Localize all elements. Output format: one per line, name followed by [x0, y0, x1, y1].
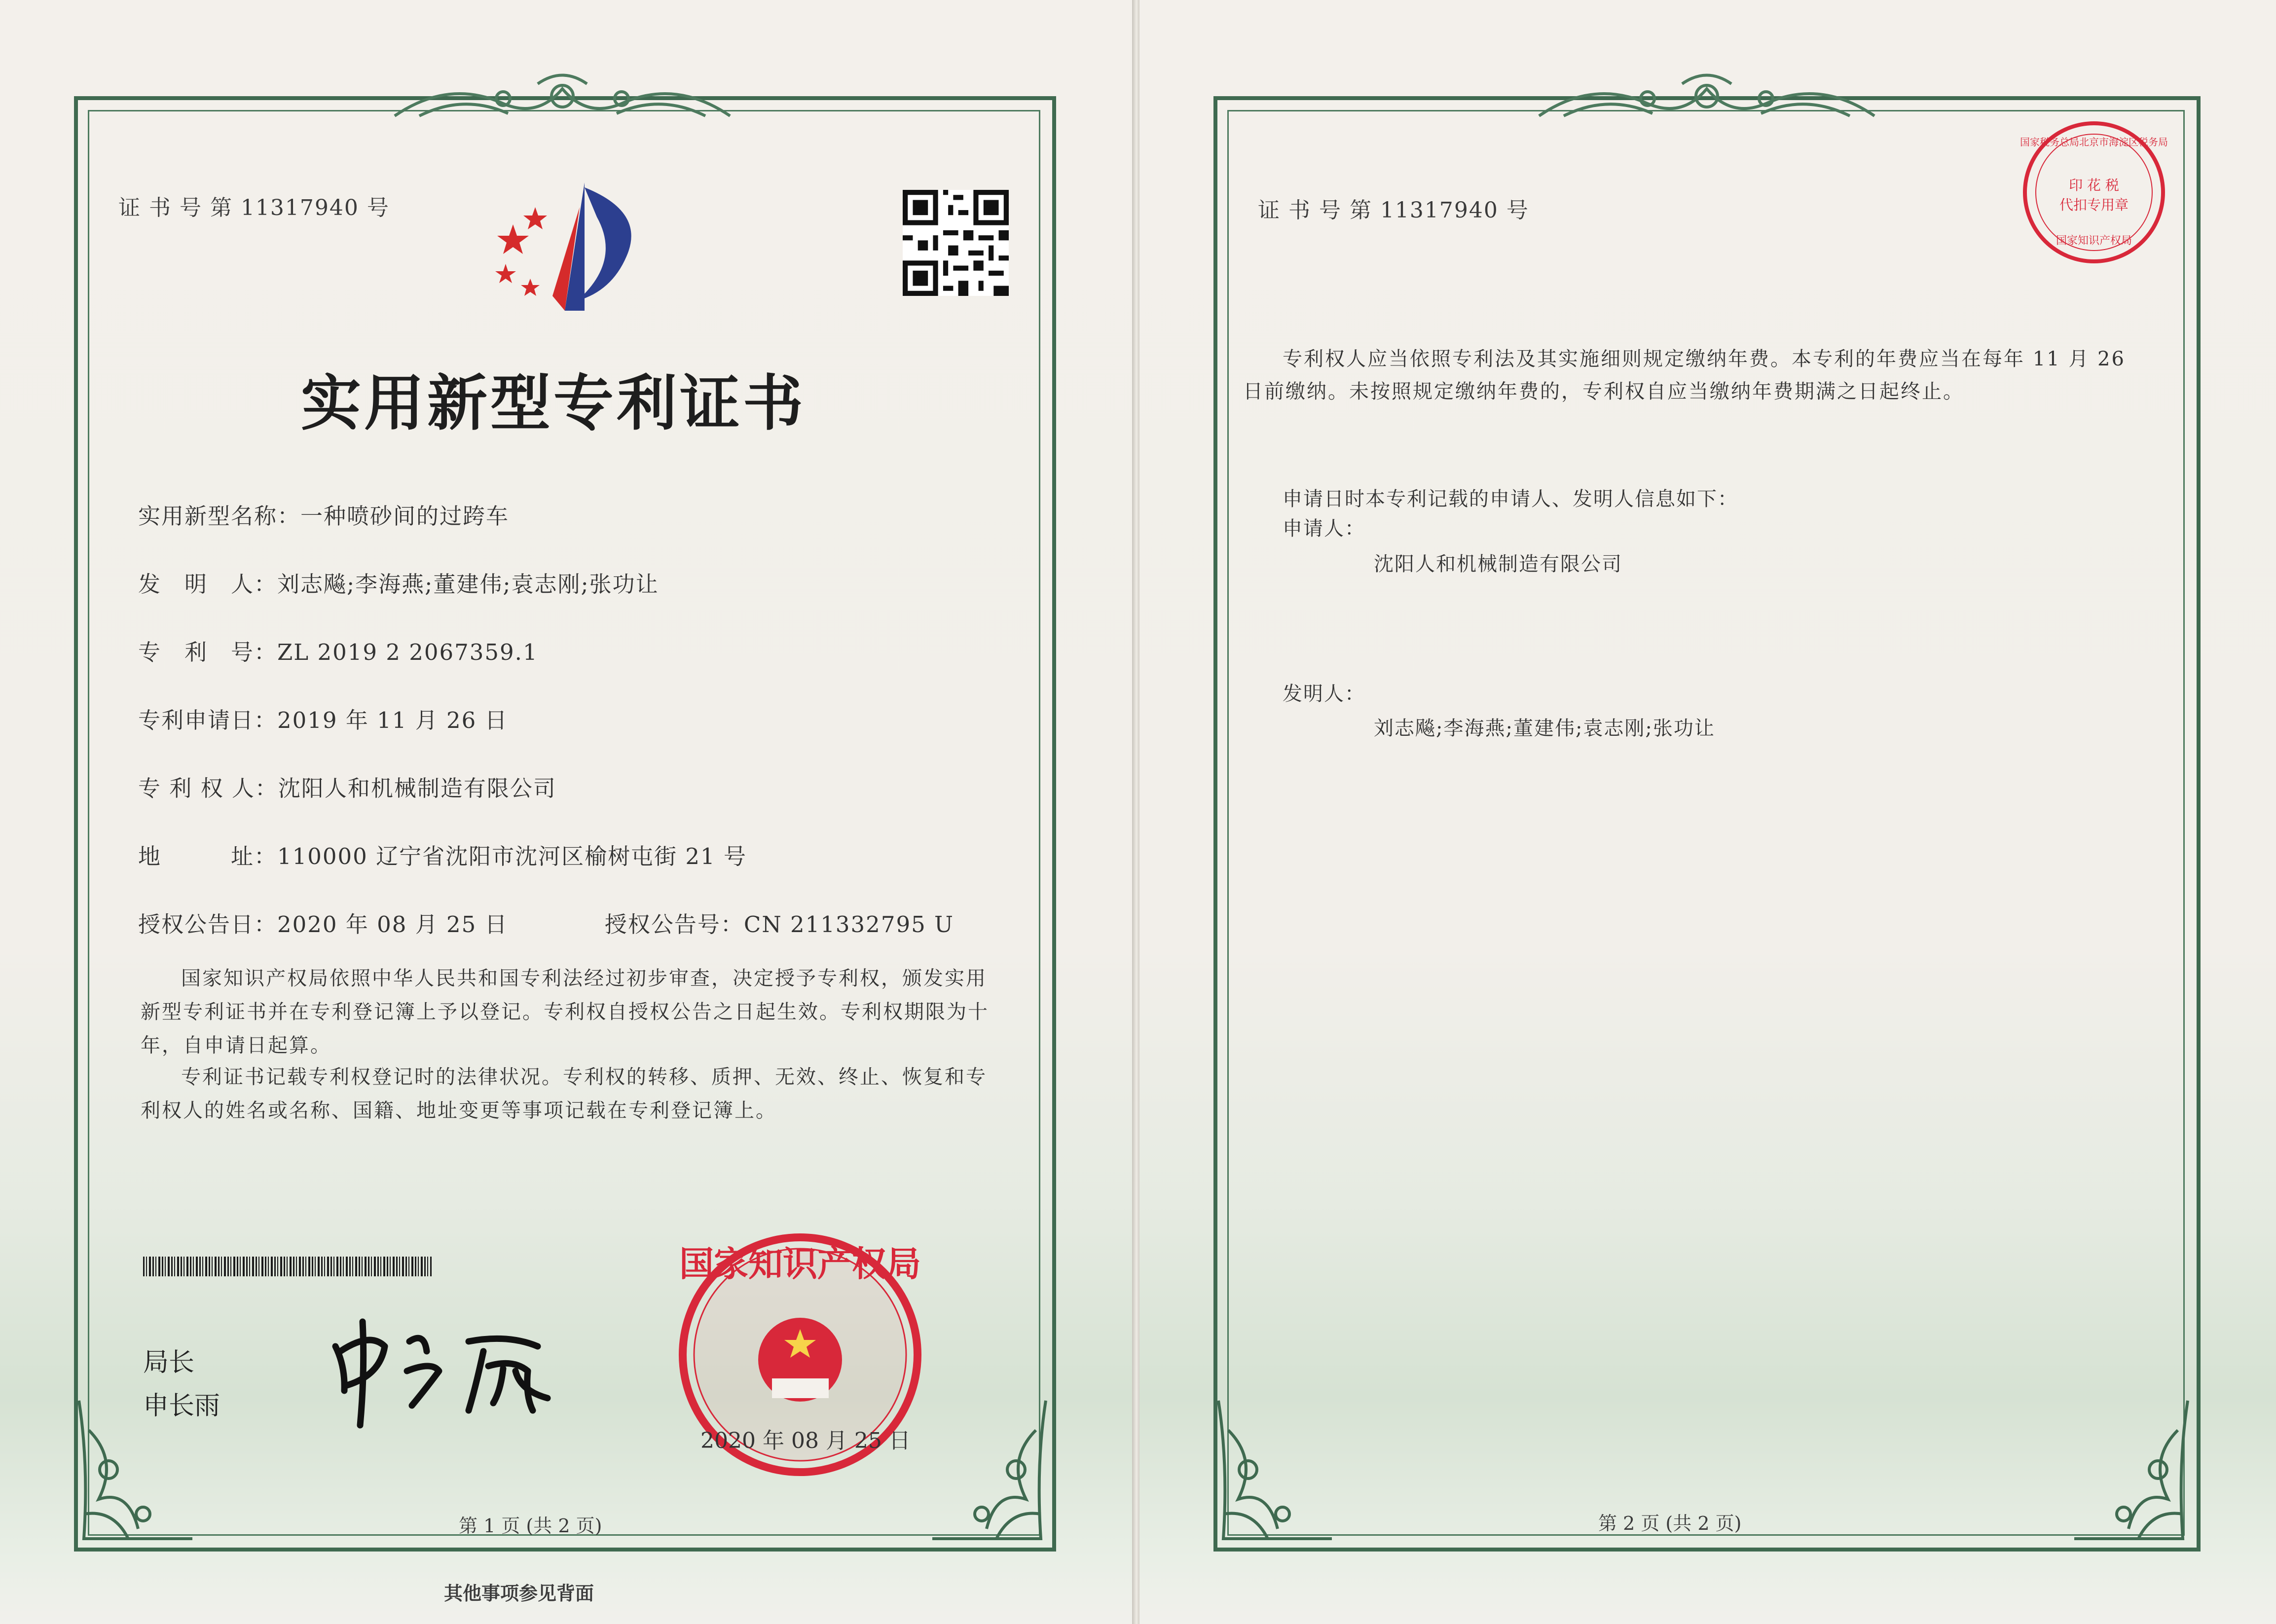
- applicant-value: 沈阳人和机械制造有限公司: [1374, 553, 1622, 576]
- field-value: 110000 辽宁省沈阳市沈河区榆树屯街 21 号: [277, 843, 747, 869]
- paragraph-grant-statement: 国家知识产权局依照中华人民共和国专利法经过初步审查，决定授予专利权，颁发实用新型专利证书并在专利登记簿上予以登记。专利权自授权公告之日起生效。专利权期限为十年，自申请日起算。: [141, 967, 989, 1057]
- ornament-corner-br-icon: [927, 1391, 1056, 1549]
- grant-date-value: 2020 年 08 月 25 日: [277, 911, 508, 938]
- field-row-patent-number: [138, 634, 538, 666]
- ornament-top-icon: [1534, 69, 1879, 128]
- paragraph-annual-fee: 专利权人应当依照专利法及其实施细则规定缴纳年费。本专利的年费应当在每年 11 月 26 日前缴纳。未按照规定缴纳年费的，专利权自应当缴纳年费期满之日起终止。: [1243, 348, 2126, 403]
- inventor-label: 发明人：: [1283, 683, 1365, 705]
- field-row-name: [138, 498, 509, 530]
- field-row-inventors: [138, 566, 659, 598]
- patent-office-logo-icon: [478, 178, 651, 316]
- certificate-page-2: [1139, 0, 2276, 1624]
- page-number: 第 2 页 (共 2 页): [1598, 1513, 1742, 1534]
- field-row-patentee: [138, 770, 556, 802]
- field-label: 实用新型名称：: [138, 503, 301, 529]
- barcode-icon: [143, 1257, 432, 1276]
- field-label: 地 址：: [138, 843, 278, 869]
- bottom-note: 其他事项参见背面: [444, 1582, 594, 1604]
- ornament-corner-br-icon: [2069, 1391, 2198, 1549]
- field-label: 专 利 权 人：: [138, 775, 278, 801]
- director-name: 申长雨: [143, 1391, 220, 1421]
- grant-date-label: 授权公告日：: [138, 911, 278, 938]
- paragraph-legal-status: 专利证书记载专利权登记时的法律状况。专利权的转移、质押、无效、终止、恢复和专利权人的姓名或名称、国籍、地址变更等事项记载在专利登记簿上。: [141, 1066, 987, 1122]
- page-number: 第 1 页 (共 2 页): [459, 1515, 602, 1537]
- seal-date: 2020 年 08 月 25 日: [700, 1428, 911, 1453]
- qr-code-icon: [903, 190, 1009, 296]
- page-fold: [1132, 0, 1139, 1624]
- grant-number-label: 授权公告号：: [604, 911, 744, 938]
- grant-number-value: CN 211332795 U: [743, 911, 954, 938]
- signature-icon: [326, 1312, 582, 1430]
- certificate-number: 证 书 号 第 11317940 号: [1258, 198, 1529, 223]
- border-frame-inner: [1227, 110, 2185, 1536]
- applicant-label: 申请人：: [1283, 517, 1365, 540]
- field-value: 沈阳人和机械制造有限公司: [278, 775, 556, 801]
- director-title: 局长: [143, 1348, 195, 1377]
- field-label: 发 明 人：: [138, 571, 278, 597]
- stamp-arc-bottom: 国家知识产权局: [2056, 235, 2132, 247]
- stamp-duty-seal-icon: [2020, 118, 2168, 266]
- field-value: 刘志飚;李海燕;董建伟;袁志刚;张功让: [277, 571, 659, 597]
- field-label: 专 利 号：: [138, 639, 278, 665]
- field-row-grant: [138, 906, 954, 938]
- stamp-line-2: 代扣专用章: [2059, 197, 2129, 213]
- field-row-application-date: [138, 702, 508, 734]
- field-label: 专利申请日：: [138, 707, 278, 733]
- stamp-arc-top: 国家税务总局北京市海淀区税务局: [2020, 136, 2168, 148]
- certificate-title: 实用新型专利证书: [301, 368, 806, 438]
- field-value: 2019 年 11 月 26 日: [277, 707, 508, 733]
- ornament-corner-bl-icon: [1209, 1391, 1337, 1549]
- certificate-number: 证 书 号 第 11317940 号: [118, 195, 390, 220]
- field-value: ZL 2019 2 2067359.1: [277, 639, 538, 665]
- ornament-top-icon: [390, 69, 735, 128]
- field-row-address: [138, 838, 747, 870]
- field-value: 一种喷砂间的过跨车: [300, 503, 510, 529]
- certificate-page-1: [0, 0, 1132, 1624]
- inventor-value: 刘志飚;李海燕;董建伟;袁志刚;张功让: [1374, 717, 1715, 740]
- stamp-line-1: 印 花 税: [2069, 177, 2119, 193]
- info-intro: 申请日时本专利记载的申请人、发明人信息如下：: [1283, 488, 1738, 510]
- seal-arc-text: 国家知识产权局: [679, 1244, 921, 1284]
